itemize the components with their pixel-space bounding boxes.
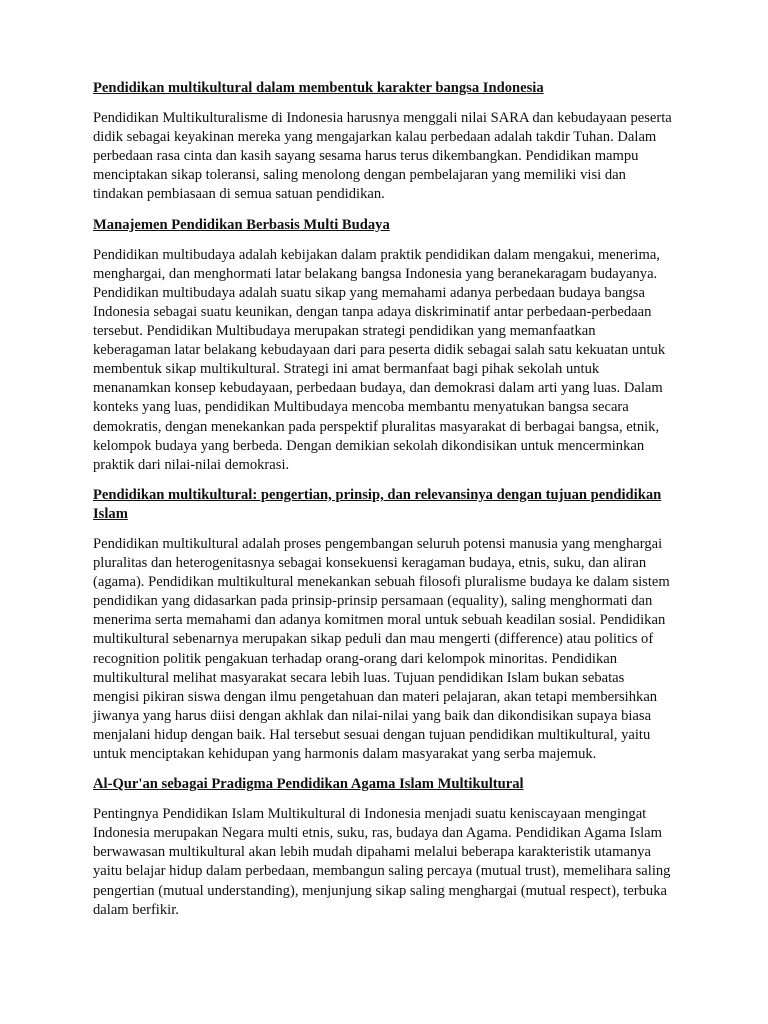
section-heading: Pendidikan multikultural: pengertian, prinsip, dan relevansinya dengan tujuan pendidikan Islam [93, 486, 662, 522]
section-heading: Manajemen Pendidikan Berbasis Multi Budaya [93, 216, 390, 233]
section-paragraph: Pendidikan multikultural adalah proses pengembangan seluruh potensi manusia yang menghargai pluralitas dan heterogenitasnya sebagai konsekuensi keragaman budaya, etnis, suku, dan aliran (agama). Pendidikan multikultural menekankan sebuah filosofi pluralisme budaya ke dalam sistem pendidikan yang didasarkan pada prinsip-prinsip persamaan (equality), saling menghormati dan menerima serta memahami dan adanya komitmen moral untuk sebuah keadilan sosial. Pendidikan multikultural sebenarnya merupakan sikap peduli dan mau mengerti (difference) atau politics of recognition politik pengakuan terhadap orang-orang dari kelompok minoritas. Pendidikan multikultural melihat masyarakat secara lebih luas. Tujuan pendidikan Islam bukan sebatas mengisi pikiran siswa dengan ilmu pengetahuan dan materi pelajaran, akan tetapi membersihkan jiwanya yang harus diisi dengan akhlak dan nilai-nilai yang baik dan dikondisikan supaya biasa menjalani hidup dengan baik. Hal tersebut sesuai dengan tujuan pendidikan multikultural, yaitu untuk menciptakan kehidupan yang harmonis dalam masyarakat yang serba majemuk. [93, 535, 670, 762]
section-paragraph: Pendidikan multibudaya adalah kebijakan dalam praktik pendidikan dalam mengakui, menerima, menghargai, dan menghormati latar belakang bangsa Indonesia yang beranekaragam budayanya. Pendidikan multibudaya adalah suatu sikap yang memahami adanya perbedaan budaya bangsa Indonesia sebagai suatu keunikan, dengan tanpa adaya diskriminatif antar perbedaan-perbedaan tersebut. Pendidikan Multibudaya merupakan strategi pendidikan yang memanfaatkan keberagaman latar belakang kebudayaan dari para peserta didik sebagai salah satu kekuatan untuk membentuk sikap multikultural. Strategi ini amat bermanfaat bagi pihak sekolah untuk menanamkan konsep kebudayaan, perbedaan budaya, dan demokrasi dalam arti yang luas. Dalam konteks yang luas, pendidikan Multibudaya mencoba membantu menyatukan bangsa secara demokratis, dengan menekankan pada perspektif pluralitas masyarakat di berbagai bangsa, etnik, kelompok budaya yang berbeda. Dengan demikian sekolah dikondisikan untuk mencerminkan praktik dari nilai-nilai demokrasi. [93, 246, 666, 473]
document-content [93, 79, 673, 931]
section-heading: Al-Qur'an sebagai Pradigma Pendidikan Agama Islam Multikultural [93, 776, 524, 793]
section-manajemen-multi-budaya [93, 216, 673, 475]
section-pengertian-prinsip [93, 486, 673, 764]
section-paragraph: Pendidikan Multikulturalisme di Indonesia harusnya menggali nilai SARA dan kebudayaan peserta didik sebagai keyakinan mereka yang mengajarkan kalau perbedaan adalah takdir Tuhan. Dalam perbedaan rasa cinta dan kasih sayang sesama harus terus dikembangkan. Pendidikan mampu menciptakan sikap toleransi, saling menolong dengan pembelajaran yang memiliki visi dan tindakan pembiasaan di semua satuan pendidikan. [93, 110, 672, 203]
section-karakter-bangsa [93, 79, 673, 205]
section-heading: Pendidikan multikultural dalam membentuk karakter bangsa Indonesia [93, 80, 544, 96]
section-paragraph: Pentingnya Pendidikan Islam Multikultural di Indonesia menjadi suatu keniscayaan mengingat Indonesia merupakan Negara multi etnis, suku, ras, budaya dan Agama. Pendidikan Agama Islam berwawasan multikultural akan lebih mudah dipahami melalui beberapa karakteristik utamanya yaitu belajar hidup dalam perbedaan, membangun saling percaya (mutual trust), memelihara saling pengertian (mutual understanding), menjunjung sikap saling menghargai (mutual respect), terbuka dalam berfikir. [93, 806, 671, 918]
section-al-quran-paradigma [93, 775, 673, 920]
